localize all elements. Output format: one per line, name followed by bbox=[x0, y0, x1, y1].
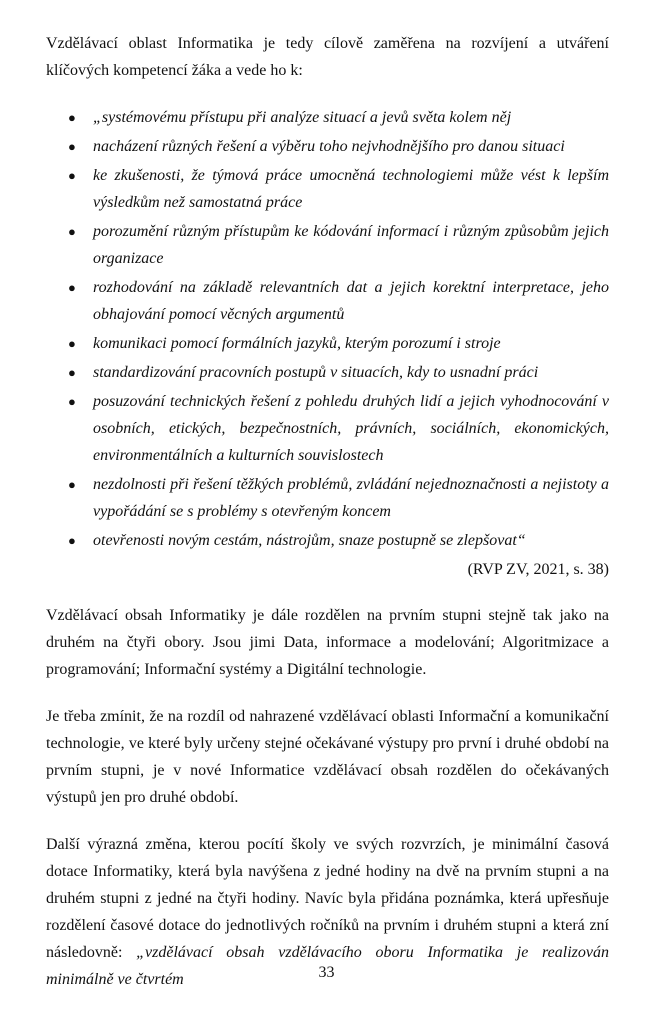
list-item-text: porozumění různým přístupům ke kódování informací i různým způsobům jejich organizace bbox=[93, 223, 609, 267]
list-item-text: nezdolnosti při řešení těžkých problémů, zvládání nejednoznačnosti a nejistoty a vypořádání se s problémy s otevřeným koncem bbox=[93, 476, 609, 520]
competence-list bbox=[46, 104, 609, 554]
paragraph-output-change: Je třeba zmínit, že na rozdíl od nahrazené vzdělávací oblasti Informační a komunikační technologie, ve které byly určeny stejné očekávané výstupy pro první i druhé období na prvním stupni, je v nové Informatice vzdělávací obsah rozdělen do očekávaných výstupů jen pro druhé období. bbox=[46, 708, 609, 806]
list-item-text: standardizování pracovních postupů v situacích, kdy to usnadní práci bbox=[93, 364, 539, 381]
list-item bbox=[46, 218, 609, 272]
list-item bbox=[46, 104, 609, 131]
bullet-icon: ● bbox=[68, 533, 76, 548]
bullet-icon: ● bbox=[68, 280, 76, 295]
list-item-text: otevřenosti novým cestám, nástrojům, snaze postupně se zlepšovat“ bbox=[93, 532, 526, 549]
list-item-text: posuzování technických řešení z pohledu druhých lidí a jejich vyhodnocování v osobních, etických, bezpečnostních, právních, sociálních, ekonomických, environmentálních a kulturních souvislostech bbox=[93, 393, 609, 464]
list-item-text: komunikaci pomocí formálních jazyků, kterým porozumí i stroje bbox=[93, 335, 501, 352]
list-item-text: „systémovému přístupu při analýze situací a jevů světa kolem něj bbox=[93, 109, 512, 126]
paragraph-time-allocation-text: Další výrazná změna, kterou pocítí školy ve svých rozvrzích, je minimální časová dotace Informatiky, která byla navýšena z jedné hodiny na dvě na prvním stupni a na druhém stupni z jedné na čtyři hodiny. Navíc byla přidána poznámka, která upřesňuje rozdělení časové dotace do jednotlivých ročníků na prvním i druhém stupni a která zní následovně: bbox=[46, 836, 609, 961]
list-item bbox=[46, 471, 609, 525]
bullet-icon: ● bbox=[68, 365, 76, 380]
page-number: 33 bbox=[318, 964, 335, 981]
bullet-icon: ● bbox=[68, 336, 76, 351]
bullet-icon: ● bbox=[68, 110, 76, 125]
bullet-icon: ● bbox=[68, 224, 76, 239]
list-item bbox=[46, 274, 609, 328]
bullet-icon: ● bbox=[68, 139, 76, 154]
document-page bbox=[46, 30, 609, 1013]
list-item bbox=[46, 527, 609, 554]
list-item bbox=[46, 359, 609, 386]
citation: (RVP ZV, 2021, s. 38) bbox=[467, 561, 609, 578]
list-item bbox=[46, 133, 609, 160]
list-item-text: rozhodování na základě relevantních dat a jejich korektní interpretace, jeho obhajování pomocí věcných argumentů bbox=[93, 279, 609, 323]
list-item bbox=[46, 162, 609, 216]
list-item bbox=[46, 388, 609, 469]
paragraph-informatics-content: Vzdělávací obsah Informatiky je dále rozdělen na prvním stupni stejně tak jako na druhém na čtyři obory. Jsou jimi Data, informace a modelování; Algoritmizace a programování; Informační systémy a Digitální technologie. bbox=[46, 607, 609, 678]
list-item bbox=[46, 330, 609, 357]
list-item-text: nacházení různých řešení a výběru toho nejvhodnějšího pro danou situaci bbox=[93, 138, 565, 155]
bullet-icon: ● bbox=[68, 394, 76, 409]
bullet-icon: ● bbox=[68, 477, 76, 492]
list-item-text: ke zkušenosti, že týmová práce umocněná technologiemi může vést k lepším výsledkům než samostatná práce bbox=[93, 167, 609, 211]
intro-paragraph: Vzdělávací oblast Informatika je tedy cílově zaměřena na rozvíjení a utváření klíčových kompetencí žáka a vede ho k: bbox=[46, 35, 609, 79]
bullet-icon: ● bbox=[68, 168, 76, 183]
quoted-note: „vzdělávací obsah vzdělávacího oboru Informatika je realizován minimálně ve čtvrtém bbox=[46, 944, 609, 988]
